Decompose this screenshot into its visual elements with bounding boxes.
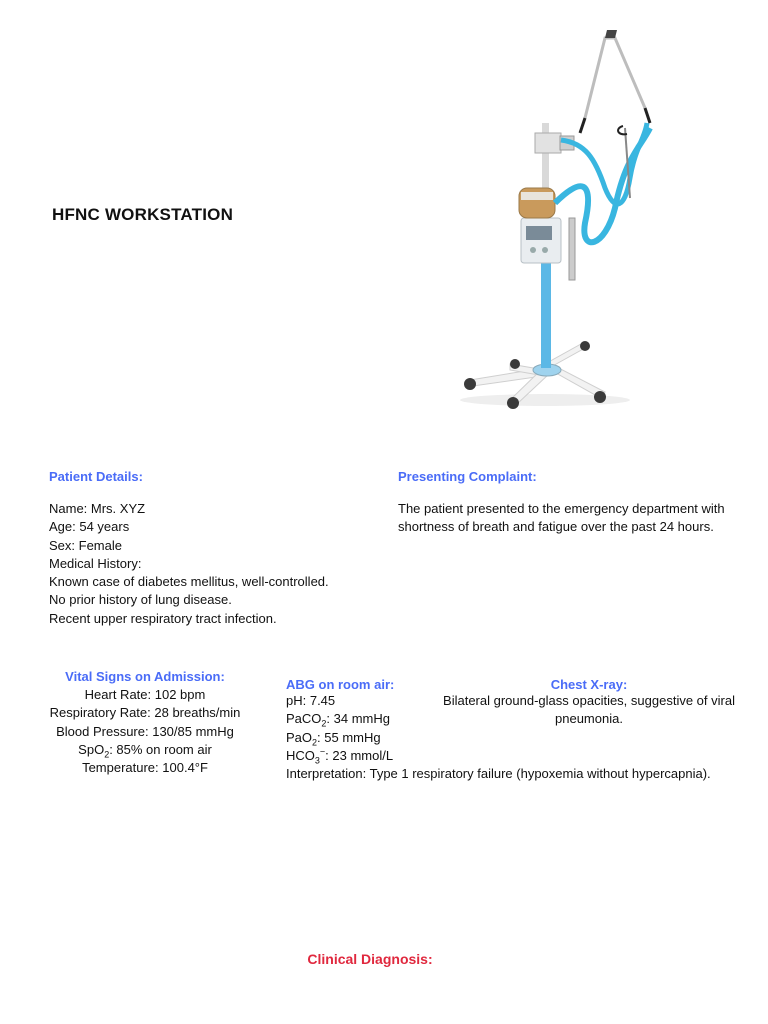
patient-sex: Sex: Female bbox=[49, 537, 122, 553]
abg-interpretation: Interpretation: Type 1 respiratory failure (hypoxemia without hypercapnia). bbox=[286, 766, 711, 782]
patient-details-heading: Patient Details: bbox=[49, 469, 143, 484]
abg-hco3: $HCO_3^-$: 23 mmol/L bbox=[286, 746, 394, 766]
abg-heading: ABG on room air: bbox=[286, 677, 395, 692]
abg-ph: pH: 7.45 bbox=[286, 693, 336, 708]
heart-rate: Heart Rate: 102 bpm bbox=[84, 687, 206, 702]
blood-pressure: Blood Pressure: 130/85 mmHg bbox=[56, 723, 234, 739]
patient-name: Name: Mrs. XYZ bbox=[49, 501, 146, 516]
patient-details-section bbox=[49, 469, 379, 628]
hfnc-device-illustration bbox=[455, 28, 670, 418]
chest-xray-text: Bilateral ground-glass opacities, suggestive of viral pneumonia. bbox=[443, 693, 735, 727]
history-urti: Recent upper respiratory tract infection. bbox=[49, 610, 277, 626]
page-title: HFNC WORKSTATION bbox=[52, 205, 234, 224]
history-lung: No prior history of lung disease. bbox=[49, 592, 232, 608]
patient-age: Age: 54 years bbox=[49, 519, 130, 535]
presenting-complaint-text: The patient presented to the emergency department with shortness of breath and fatigue over the past 24 hours. bbox=[398, 501, 725, 535]
presenting-complaint-section bbox=[398, 469, 748, 537]
temperature: Temperature: 100.4°F bbox=[82, 760, 208, 776]
chest-xray-heading: Chest X-ray: bbox=[550, 677, 628, 692]
respiratory-rate: Respiratory Rate: 28 breaths/min bbox=[49, 705, 241, 721]
vital-signs-heading: Vital Signs on Admission: bbox=[65, 669, 225, 684]
presenting-complaint-heading: Presenting Complaint: bbox=[398, 469, 537, 484]
spo2: SpO$_2$: 85% on room air bbox=[78, 741, 212, 760]
vital-signs-section bbox=[40, 669, 250, 777]
medical-history-label: Medical History: bbox=[49, 555, 142, 571]
chest-xray-section bbox=[430, 677, 748, 729]
clinical-diagnosis-heading: Clinical Diagnosis: bbox=[307, 951, 433, 967]
abg-paco2: PaCO$_2$: 34 mmHg bbox=[286, 711, 390, 729]
abg-pao2: PaO$_2$: 55 mmHg bbox=[286, 729, 381, 748]
history-diabetes: Known case of diabetes mellitus, well-controlled. bbox=[49, 574, 329, 590]
